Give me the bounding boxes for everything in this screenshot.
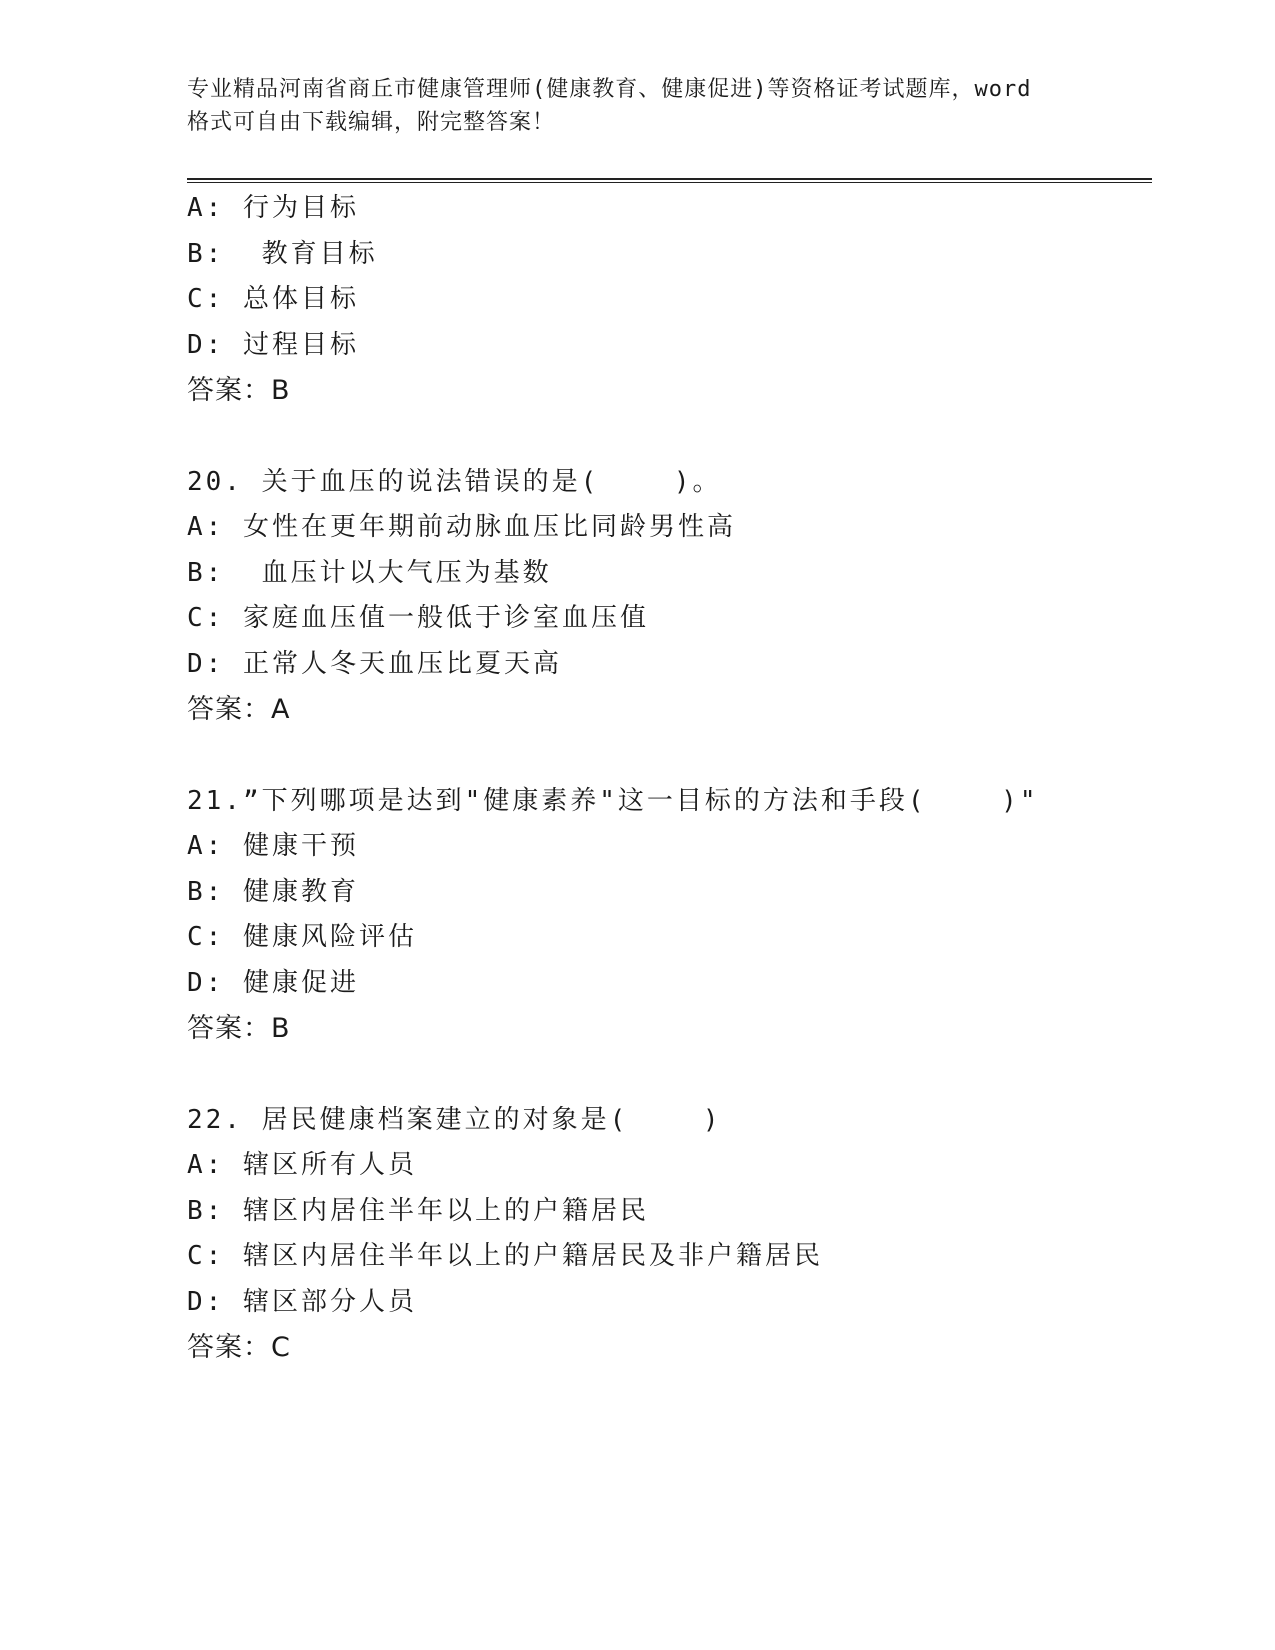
option-b: B: 辖区内居住半年以上的户籍居民 (187, 1195, 649, 1226)
question-block-22 (187, 1098, 1147, 1371)
header-line-1: 专业精品河南省商丘市健康管理师(健康教育、健康促进)等资格证考试题库，word (187, 77, 1032, 102)
option-a: A: 健康干预 (187, 831, 359, 861)
option-c: C: 总体目标 (187, 284, 359, 314)
question-text: 22. 居民健康档案建立的对象是( ) (187, 1104, 722, 1135)
option-a: A: 女性在更年期前动脉血压比同龄男性高 (187, 512, 736, 542)
option-d: D: 过程目标 (187, 329, 359, 360)
option-d: D: 辖区部分人员 (187, 1286, 417, 1317)
answer: 答案：A (187, 694, 291, 725)
document-header (187, 73, 1087, 139)
question-text: 20. 关于血压的说法错误的是( )。 (187, 466, 722, 497)
spacer (187, 414, 1147, 460)
answer: 答案：B (187, 1013, 291, 1044)
question-block-19-continued (187, 186, 1147, 414)
question-block-21 (187, 779, 1147, 1052)
answer: 答案：B (187, 375, 291, 406)
question-block-20 (187, 460, 1147, 733)
spacer (187, 1052, 1147, 1098)
header-divider (187, 178, 1152, 183)
option-a: A: 行为目标 (187, 193, 359, 223)
option-c: C: 健康风险评估 (187, 922, 417, 952)
spacer (187, 733, 1147, 779)
option-d: D: 正常人冬天血压比夏天高 (187, 648, 562, 679)
option-b: B: 健康教育 (187, 876, 359, 907)
option-c: C: 辖区内居住半年以上的户籍居民及非户籍居民 (187, 1241, 823, 1271)
answer: 答案：C (187, 1332, 291, 1363)
question-list (187, 186, 1147, 1371)
option-d: D: 健康促进 (187, 967, 359, 998)
question-text: 21.”下列哪项是达到"健康素养"这一目标的方法和手段( )" (187, 785, 1039, 816)
option-b: B: 血压计以大气压为基数 (187, 557, 552, 588)
option-c: C: 家庭血压值一般低于诊室血压值 (187, 603, 649, 633)
header-line-2: 格式可自由下载编辑，附完整答案！ (187, 110, 556, 135)
option-a: A: 辖区所有人员 (187, 1150, 417, 1180)
option-b: B: 教育目标 (187, 238, 378, 269)
